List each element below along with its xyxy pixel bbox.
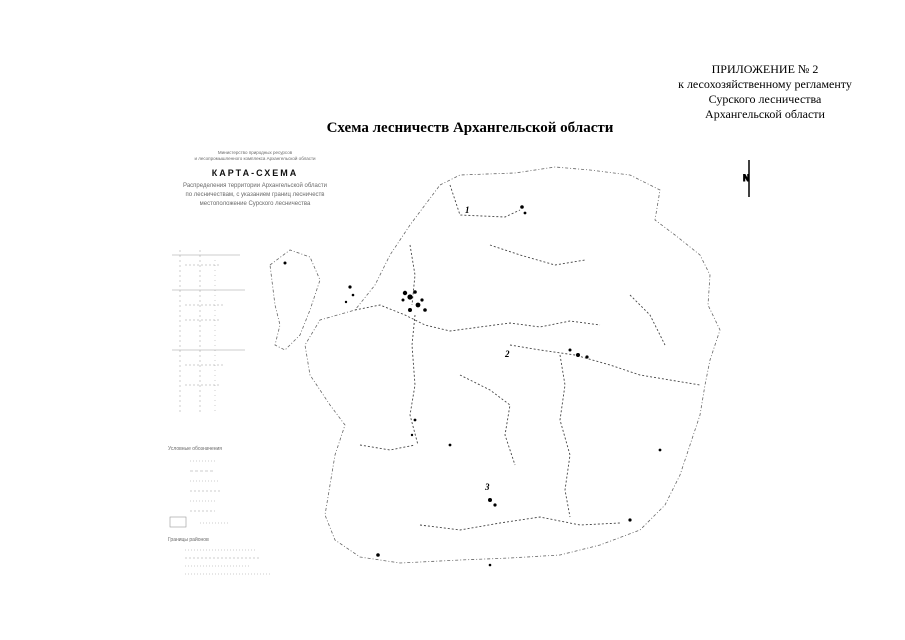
legend-table [172,250,245,415]
zone-label-3: 3 [485,482,490,492]
map-subtitle-1: Распределения территории Архангельской области [183,183,327,189]
zone-label-1: 1 [465,205,470,215]
map-sheet [160,145,900,585]
map-subtitle-2: по лесничествам, с указанием границ лесничеств [185,192,325,198]
map-heading: КАРТА-СХЕМА [211,168,299,178]
north-arrow-letter: N [743,173,750,183]
annex-line-region: Архангельской области [705,107,825,121]
legend-districts [185,550,270,574]
map-header-ministry: Министерство природных ресурсов [217,150,293,155]
legend-title-districts: Границы районов [168,537,209,543]
north-arrow-icon [743,160,750,197]
map-subtitle-3: местоположение Сурского лесничества [199,201,311,207]
annex-header [640,62,890,122]
zone-label-2: 2 [505,349,510,359]
map-header-ministry-2: и лесопромышленного комплекса Архангельской области [194,156,316,161]
settlement-marks [284,205,662,566]
legend-title: Условные обозначения [168,446,223,452]
forestry-boundaries [355,185,700,530]
legend-entries [170,461,230,527]
annex-line-regulation: к лесохозяйственному регламенту [678,77,852,91]
annex-number: ПРИЛОЖЕНИЕ № 2 [711,62,819,76]
annex-line-forestry: Сурского лесничества [708,92,822,106]
page-title: Схема лесничеств Архангельской области [326,120,614,136]
